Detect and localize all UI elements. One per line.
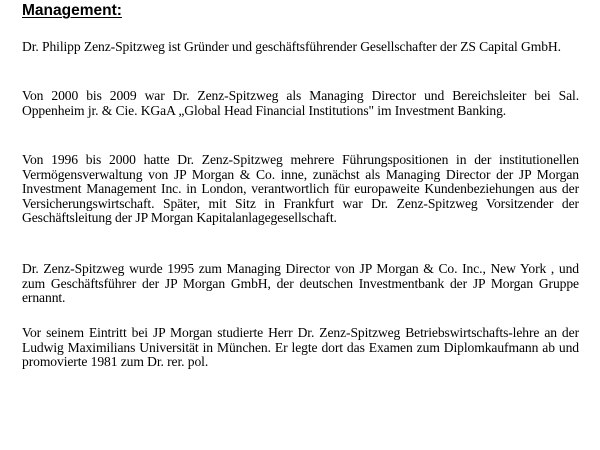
- paragraph-jp-morgan-asset-management: Von 1996 bis 2000 hatte Dr. Zenz-Spitzweg mehrere Führungspositionen in der institutionellen Vermögensverwaltung von JP Morgan & Co. inne, zunächst als Managing Director der JP Morgan Investment Management Inc. in London, verantwortlich für europaweite Kundenbeziehungen aus der Versicherungswirtschaft. Später, mit Sitz in Frankfurt war Dr. Zenz-Spitzweg Vorsitzender der Geschäftsleitung der JP Morgan Kapitalanlagegesellschaft.: [22, 152, 579, 225]
- paragraph-education: Vor seinem Eintritt bei JP Morgan studierte Herr Dr. Zenz-Spitzweg Betriebswirtschafts-lehre an der Ludwig Maximilians Universität in München. Er legte dort das Examen zum Diplomkaufmann ab und promovierte 1981 zum Dr. rer. pol.: [22, 325, 579, 369]
- paragraph-jp-morgan-managing-director: Dr. Zenz-Spitzweg wurde 1995 zum Managing Director von JP Morgan & Co. Inc., New York , und zum Geschäftsführer der JP Morgan GmbH, der deutschen Investmentbank der JP Morgan Gruppe ernannt.: [22, 261, 579, 305]
- section-heading: Management:: [22, 2, 122, 19]
- paragraph-oppenheim: Von 2000 bis 2009 war Dr. Zenz-Spitzweg als Managing Director und Bereichsleiter bei Sal. Oppenheim jr. & Cie. KGaA „Global Head Financial Institutions" im Investment Banking.: [22, 88, 579, 118]
- paragraph-founder: Dr. Philipp Zenz-Spitzweg ist Gründer und geschäftsführender Gesellschafter der ZS Capital GmbH.: [22, 39, 561, 54]
